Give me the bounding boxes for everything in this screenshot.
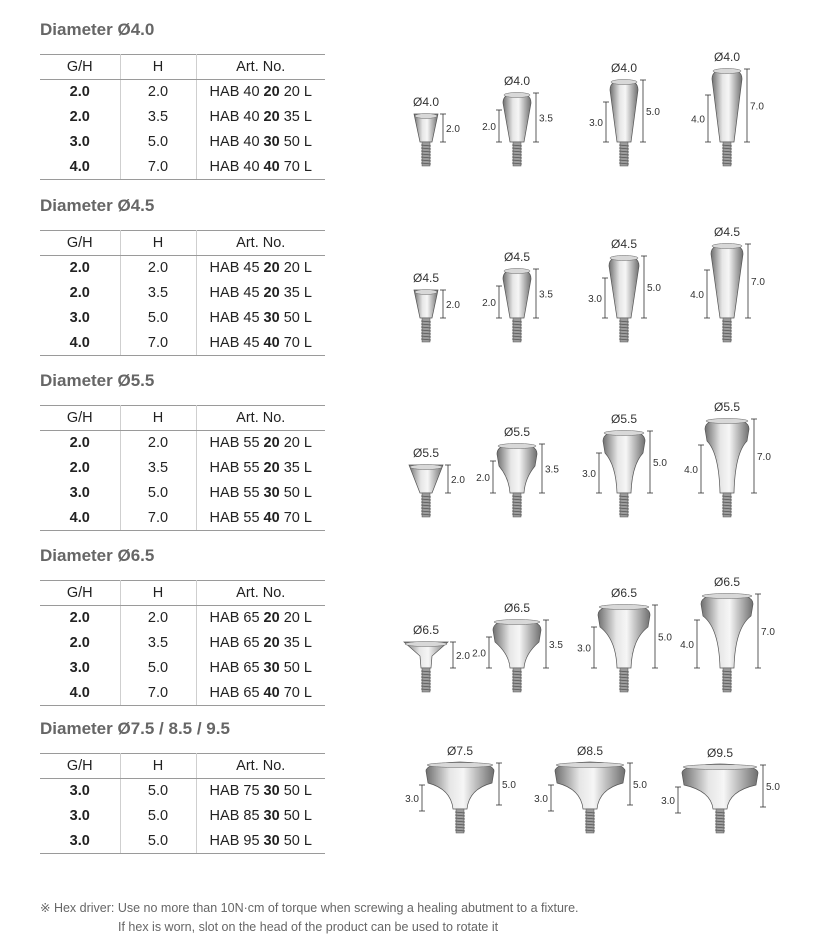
cell-gh: 3.0: [40, 779, 120, 804]
art-bold: 40: [263, 334, 280, 351]
abutment-body: [609, 256, 639, 318]
abutment-figure: [690, 225, 765, 342]
art-bold: 20: [263, 460, 280, 476]
cell-h: 2.0: [120, 606, 196, 631]
cell-art-no: [196, 829, 325, 854]
art-suffix: 20 L: [279, 435, 312, 452]
art-prefix: HAB 40: [209, 134, 264, 150]
figure-diameter-label: Ø4.5: [713, 225, 741, 239]
header-h: H: [120, 581, 196, 606]
cell-art-no: [196, 456, 325, 481]
cell-art-no: [196, 656, 325, 681]
cell-h: 3.5: [120, 281, 196, 306]
abutment-body: [682, 764, 758, 809]
abutment-top: [610, 256, 638, 261]
art-prefix: HAB 75: [209, 783, 264, 800]
abutment-illustrations: [380, 196, 820, 356]
art-suffix: 35 L: [279, 285, 312, 301]
header-gh: G/H: [40, 231, 120, 256]
figure-diameter-label: Ø5.5: [412, 446, 440, 460]
art-suffix: 50 L: [279, 660, 312, 676]
figure-diameter-label: Ø5.5: [503, 425, 531, 439]
header-art-no: Art. No.: [196, 406, 325, 431]
abutment-body: [712, 69, 742, 142]
figure-diameter-label: Ø6.5: [713, 575, 741, 589]
spec-table: [40, 580, 325, 706]
table-row: [40, 130, 325, 155]
section-title: Diameter Ø5.5: [40, 371, 155, 390]
art-prefix: HAB 45: [209, 310, 264, 326]
figure-diameter-label: Ø6.5: [412, 623, 440, 637]
abutment-figure: [588, 237, 661, 342]
figure-height-label: 5.0: [766, 782, 780, 793]
table-row: [40, 481, 325, 506]
figure-height-label: 7.0: [761, 627, 775, 638]
art-suffix: 50 L: [279, 485, 312, 501]
figure-diameter-label: Ø4.5: [412, 271, 440, 285]
abutment-illustrations: [380, 719, 820, 879]
art-suffix: 20 L: [279, 84, 312, 101]
abutment-figure: [582, 412, 667, 517]
art-bold: 30: [263, 310, 280, 326]
art-bold: 20: [263, 84, 280, 101]
abutment-top: [504, 269, 530, 274]
abutment-top: [415, 114, 437, 119]
figure-diameter-label: Ø4.0: [610, 61, 638, 75]
art-prefix: HAB 65: [209, 684, 264, 701]
cell-h: 5.0: [120, 829, 196, 854]
cell-h: 3.5: [120, 631, 196, 656]
spec-table: [40, 753, 325, 854]
abutment-body: [701, 594, 753, 668]
abutment-figure: [413, 271, 460, 342]
cell-h: 7.0: [120, 331, 196, 356]
figure-gh-label: 3.0: [589, 118, 603, 129]
cell-h: 5.0: [120, 130, 196, 155]
spec-table: [40, 54, 325, 180]
figure-gh-label: 2.0: [482, 298, 496, 309]
figure-gh-label: 2.0: [482, 122, 496, 133]
cell-h: 2.0: [120, 256, 196, 281]
abutment-top: [498, 444, 536, 449]
figure-height-label: 7.0: [757, 452, 771, 463]
abutment-body: [598, 605, 650, 668]
figure-gh-label: 4.0: [680, 640, 694, 651]
art-bold: 20: [263, 435, 280, 452]
art-bold: 30: [263, 485, 280, 501]
section-title: Diameter Ø6.5: [40, 546, 155, 565]
art-bold: 30: [263, 783, 280, 800]
art-prefix: HAB 45: [209, 260, 264, 277]
abutment-illustrations: [380, 371, 820, 531]
figure-height-label: 5.0: [633, 780, 647, 791]
abutment-body: [493, 620, 541, 668]
abutment-body: [503, 269, 531, 318]
cell-gh: 2.0: [40, 281, 120, 306]
abutment-top: [415, 290, 437, 295]
cell-art-no: [196, 506, 325, 531]
art-suffix: 70 L: [279, 158, 312, 175]
section-title: Diameter Ø4.0: [40, 20, 155, 39]
table-row: [40, 606, 325, 631]
abutment-figure: [476, 425, 559, 517]
art-suffix: 50 L: [279, 832, 312, 849]
cell-art-no: [196, 130, 325, 155]
cell-art-no: [196, 631, 325, 656]
figure-gh-label: 3.0: [534, 794, 548, 805]
abutment-top: [683, 765, 757, 770]
table-row: [40, 656, 325, 681]
cell-h: 5.0: [120, 779, 196, 804]
cell-art-no: [196, 80, 325, 105]
table-row: [40, 456, 325, 481]
art-prefix: HAB 55: [209, 460, 264, 476]
figure-gh-label: 4.0: [690, 290, 704, 301]
header-art-no: Art. No.: [196, 55, 325, 80]
figure-diameter-label: Ø4.5: [610, 237, 638, 251]
cell-gh: 2.0: [40, 631, 120, 656]
figure-diameter-label: Ø4.0: [503, 74, 531, 88]
header-h: H: [120, 55, 196, 80]
figure-gh-label: 3.0: [582, 469, 596, 480]
figure-gh-label: 3.0: [577, 643, 591, 655]
figure-gh-label: 2.0: [472, 648, 486, 660]
art-suffix: 20 L: [279, 610, 312, 627]
abutment-figure: [404, 623, 470, 692]
abutment-top: [410, 465, 442, 470]
table-row: [40, 256, 325, 281]
art-bold: 20: [263, 610, 280, 627]
cell-gh: 3.0: [40, 804, 120, 829]
cell-gh: 3.0: [40, 656, 120, 681]
art-suffix: 50 L: [279, 134, 312, 150]
table-row: [40, 105, 325, 130]
art-suffix: 70 L: [279, 334, 312, 351]
cell-art-no: [196, 779, 325, 804]
cell-h: 7.0: [120, 155, 196, 180]
cell-art-no: [196, 281, 325, 306]
cell-h: 5.0: [120, 656, 196, 681]
art-bold: 20: [263, 260, 280, 277]
abutment-body: [610, 80, 638, 142]
cell-h: 3.5: [120, 456, 196, 481]
table-row: [40, 506, 325, 531]
abutment-figure: [405, 744, 516, 833]
figure-height-label: 3.5: [545, 464, 559, 476]
figure-height-label: 3.5: [549, 640, 563, 651]
abutment-top: [604, 431, 644, 436]
spec-table: [40, 405, 325, 531]
cell-art-no: [196, 256, 325, 281]
cell-gh: 4.0: [40, 506, 120, 531]
abutment-figure: [472, 601, 563, 692]
figure-gh-label: 3.0: [405, 794, 419, 805]
abutment-figure: [482, 74, 553, 166]
abutment-top: [706, 419, 748, 424]
art-bold: 30: [263, 660, 280, 676]
header-gh: G/H: [40, 55, 120, 80]
abutment-body: [603, 431, 645, 493]
abutment-figure: [589, 61, 660, 166]
header-gh: G/H: [40, 581, 120, 606]
header-gh: G/H: [40, 406, 120, 431]
cell-art-no: [196, 481, 325, 506]
cell-h: 2.0: [120, 431, 196, 456]
section-title: Diameter Ø4.5: [40, 196, 155, 215]
figure-diameter-label: Ø6.5: [610, 586, 638, 600]
art-suffix: 70 L: [279, 509, 312, 526]
art-prefix: HAB 45: [209, 334, 264, 351]
table-row: [40, 80, 325, 105]
cell-gh: 4.0: [40, 681, 120, 706]
art-bold: 30: [263, 808, 280, 824]
footnote-line-2: If hex is worn, slot on the head of the product can be used to rotate it: [118, 920, 499, 934]
figure-height-label: 5.0: [658, 632, 672, 644]
abutment-top: [556, 763, 624, 768]
art-prefix: HAB 85: [209, 808, 264, 824]
figure-gh-label: 2.0: [476, 473, 490, 484]
abutment-top: [405, 642, 447, 647]
abutment-body: [426, 762, 494, 809]
cell-gh: 3.0: [40, 481, 120, 506]
table-row: [40, 829, 325, 854]
abutment-body: [555, 762, 625, 809]
cell-gh: 2.0: [40, 456, 120, 481]
cell-h: 7.0: [120, 681, 196, 706]
table-row: [40, 804, 325, 829]
figure-height-label: 2.0: [451, 475, 465, 486]
abutment-body: [711, 244, 743, 318]
figure-gh-label: 3.0: [661, 796, 675, 807]
cell-art-no: [196, 606, 325, 631]
cell-art-no: [196, 681, 325, 706]
cell-gh: 4.0: [40, 155, 120, 180]
cell-art-no: [196, 331, 325, 356]
figure-gh-label: 4.0: [684, 465, 698, 476]
cell-h: 5.0: [120, 481, 196, 506]
spec-table: [40, 230, 325, 356]
table-row: [40, 779, 325, 804]
figure-gh-label: 3.0: [588, 294, 602, 305]
header-h: H: [120, 754, 196, 779]
figure-height-label: 5.0: [646, 107, 660, 118]
header-art-no: Art. No.: [196, 754, 325, 779]
figure-diameter-label: Ø4.0: [412, 95, 440, 109]
abutment-figures-5-5: [380, 371, 820, 531]
abutment-figure: [482, 250, 553, 342]
figure-diameter-label: Ø5.5: [713, 400, 741, 414]
abutment-top: [599, 605, 649, 610]
cell-art-no: [196, 306, 325, 331]
cell-h: 7.0: [120, 506, 196, 531]
abutment-illustrations: [380, 20, 820, 180]
abutment-figures-4-5: [380, 196, 820, 356]
abutment-figure: [684, 400, 771, 517]
figure-height-label: 5.0: [502, 780, 516, 791]
art-prefix: HAB 55: [209, 485, 264, 501]
figure-diameter-label: Ø6.5: [503, 601, 531, 615]
abutment-top: [713, 69, 741, 74]
abutment-figure: [691, 50, 764, 166]
art-bold: 40: [263, 158, 280, 175]
art-prefix: HAB 40: [209, 158, 264, 175]
cell-gh: 2.0: [40, 80, 120, 105]
abutment-figures-6-5: [380, 546, 820, 706]
art-suffix: 50 L: [279, 310, 312, 326]
table-row: [40, 306, 325, 331]
abutment-figure: [534, 744, 647, 833]
abutment-body: [503, 93, 531, 142]
figure-diameter-label: Ø8.5: [576, 744, 604, 758]
cell-gh: 3.0: [40, 829, 120, 854]
header-art-no: Art. No.: [196, 581, 325, 606]
abutment-top: [494, 620, 540, 625]
table-row: [40, 431, 325, 456]
abutment-top: [504, 93, 530, 98]
section-title: Diameter Ø7.5 / 8.5 / 9.5: [40, 719, 230, 738]
art-bold: 30: [263, 134, 280, 150]
cell-h: 2.0: [120, 80, 196, 105]
footnote: [40, 899, 800, 937]
abutment-body: [497, 444, 537, 493]
art-bold: 20: [263, 635, 280, 651]
figure-height-label: 2.0: [446, 124, 460, 135]
art-prefix: HAB 55: [209, 435, 264, 452]
figure-diameter-label: Ø5.5: [610, 412, 638, 426]
figure-height-label: 3.5: [539, 289, 553, 301]
table-row: [40, 681, 325, 706]
art-bold: 20: [263, 109, 280, 125]
cell-art-no: [196, 155, 325, 180]
art-suffix: 50 L: [279, 783, 312, 800]
figure-diameter-label: Ø9.5: [706, 746, 734, 760]
art-suffix: 50 L: [279, 808, 312, 824]
art-bold: 40: [263, 684, 280, 701]
art-suffix: 70 L: [279, 684, 312, 701]
cell-gh: 4.0: [40, 331, 120, 356]
table-row: [40, 331, 325, 356]
table-row: [40, 281, 325, 306]
figure-height-label: 3.5: [539, 113, 553, 125]
abutment-top: [702, 594, 752, 599]
header-h: H: [120, 406, 196, 431]
abutment-figures-7-5-8-5-9-5: [380, 719, 820, 879]
header-h: H: [120, 231, 196, 256]
abutment-illustrations: [380, 546, 820, 706]
table-row: [40, 155, 325, 180]
cell-gh: 3.0: [40, 130, 120, 155]
art-suffix: 35 L: [279, 635, 312, 651]
art-prefix: HAB 65: [209, 660, 264, 676]
figure-height-label: 5.0: [647, 283, 661, 294]
figure-diameter-label: Ø7.5: [446, 744, 474, 758]
abutment-top: [712, 244, 742, 249]
cell-gh: 3.0: [40, 306, 120, 331]
art-prefix: HAB 40: [209, 109, 264, 125]
figure-height-label: 7.0: [751, 277, 765, 288]
cell-art-no: [196, 431, 325, 456]
cell-h: 3.5: [120, 105, 196, 130]
header-gh: G/H: [40, 754, 120, 779]
cell-gh: 2.0: [40, 606, 120, 631]
abutment-figure: [577, 586, 672, 692]
header-art-no: Art. No.: [196, 231, 325, 256]
abutment-figures-4-0: [380, 20, 820, 180]
abutment-figure: [661, 746, 780, 833]
art-prefix: HAB 45: [209, 285, 264, 301]
art-prefix: HAB 65: [209, 610, 264, 627]
figure-height-label: 7.0: [750, 101, 764, 113]
art-prefix: HAB 95: [209, 832, 264, 849]
art-bold: 30: [263, 832, 280, 849]
figure-height-label: 2.0: [456, 651, 470, 662]
table-row: [40, 631, 325, 656]
art-prefix: HAB 65: [209, 635, 264, 651]
figure-diameter-label: Ø4.0: [713, 50, 741, 64]
abutment-body: [705, 419, 749, 493]
cell-h: 5.0: [120, 804, 196, 829]
cell-gh: 2.0: [40, 256, 120, 281]
art-suffix: 35 L: [279, 109, 312, 125]
cell-art-no: [196, 105, 325, 130]
abutment-figure: [409, 446, 465, 517]
abutment-figure: [413, 95, 460, 166]
figure-height-label: 5.0: [653, 458, 667, 469]
figure-gh-label: 4.0: [691, 114, 705, 126]
abutment-top: [611, 80, 637, 85]
art-prefix: HAB 55: [209, 509, 264, 526]
abutment-top: [427, 763, 493, 768]
art-bold: 20: [263, 285, 280, 301]
art-prefix: HAB 40: [209, 84, 264, 101]
footnote-line-1: ※ Hex driver: Use no more than 10N·cm of torque when screwing a healing abutment to a fixture.: [40, 901, 579, 915]
art-suffix: 20 L: [279, 260, 312, 277]
abutment-figure: [680, 575, 775, 692]
cell-gh: 2.0: [40, 105, 120, 130]
figure-height-label: 2.0: [446, 300, 460, 311]
cell-art-no: [196, 804, 325, 829]
art-suffix: 35 L: [279, 460, 312, 476]
figure-diameter-label: Ø4.5: [503, 250, 531, 264]
art-bold: 40: [263, 509, 280, 526]
cell-gh: 2.0: [40, 431, 120, 456]
cell-h: 5.0: [120, 306, 196, 331]
